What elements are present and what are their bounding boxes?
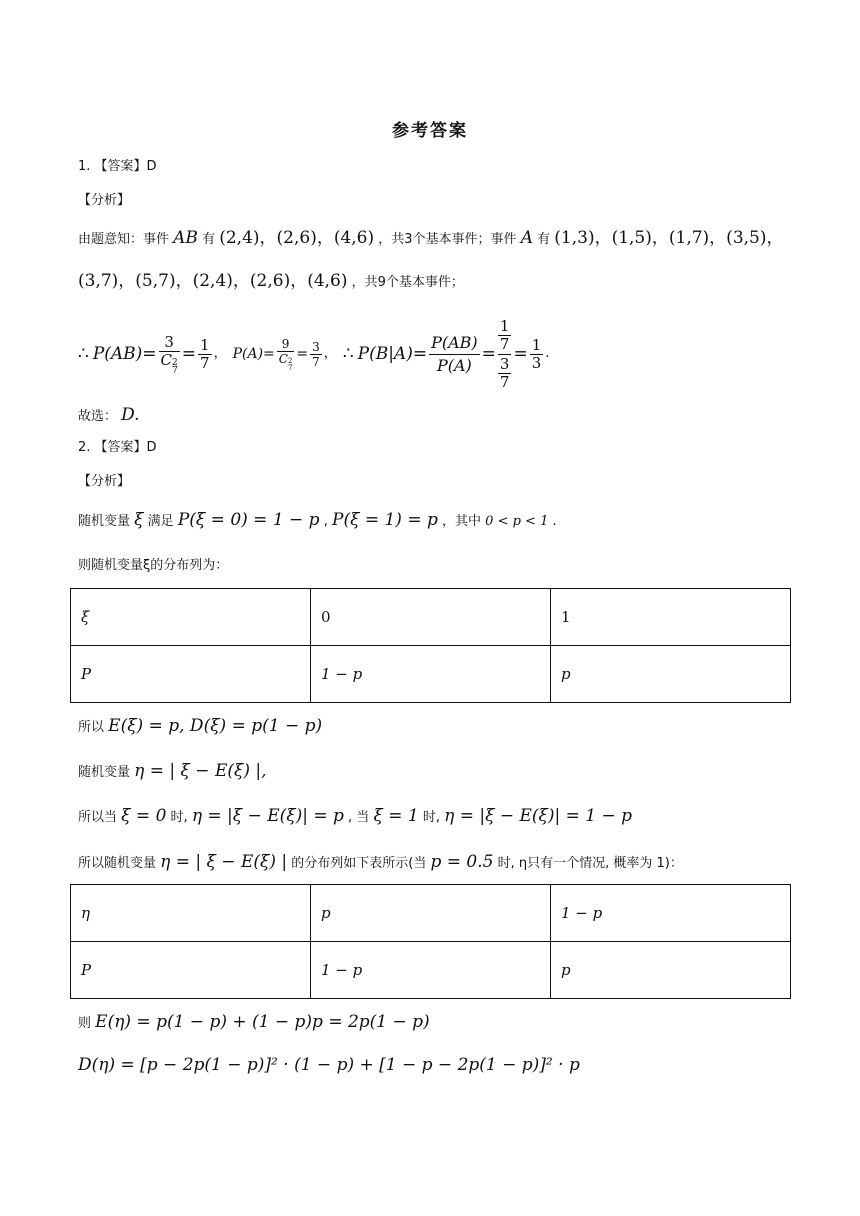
compound-top (498, 318, 512, 353)
table-cell: 1 − p (311, 646, 551, 703)
distribution-table-xi (70, 588, 791, 703)
pa-den-sub: 7 (287, 363, 293, 372)
pa-den (277, 352, 295, 372)
compound-bottom (498, 356, 512, 391)
q2-line6-cond: p = 0.5 (430, 852, 494, 872)
pab-den-sup: 2 (172, 357, 178, 368)
q2-line8-formula: D(η) = [p − 2p(1 − p)]² · (1 − p) + [1 − p − 2p(1 − p)]² · p (78, 1055, 580, 1075)
q2-line8 (78, 1055, 580, 1077)
q2-line6-post: 时, η只有一个情况, 概率为 1)： (497, 856, 683, 871)
cond-result (530, 337, 544, 372)
cond-eq-1: = (481, 344, 496, 364)
pa-rnum: 3 (312, 339, 320, 354)
q1-you-1: 有 (202, 232, 216, 247)
q2-line5-t3: 时, (422, 810, 440, 825)
q1-a-items-cont: (3,7)，(5,7)，(2,4)，(2,6)，(4,6) (78, 271, 348, 291)
pa-num: 9 (281, 336, 290, 351)
table-row (71, 885, 791, 942)
cond-lhs: P(B|A)= (357, 344, 428, 364)
compound-bottom-num: 3 (499, 354, 510, 373)
table-cell: 1 (551, 589, 791, 646)
table-cell: ξ (71, 589, 311, 646)
pa-result (310, 340, 322, 369)
table-cell: 1 − p (311, 942, 551, 999)
compound-fraction (498, 318, 512, 391)
q2-line3-pre: 所以 (78, 720, 105, 735)
cond-fraction (429, 332, 480, 377)
cond-den: P(A) (436, 355, 472, 375)
q2-line7 (78, 1012, 430, 1034)
q1-event-ab: AB (173, 228, 198, 248)
q1-analysis-label: 【分析】 (78, 193, 131, 208)
table-row (71, 942, 791, 999)
q2-answer: 2. 【答案】D (78, 440, 157, 455)
q1-choose-value: D. (121, 405, 140, 425)
q2-line5-formula2: η = |ξ − E(ξ)| = 1 − p (444, 806, 633, 826)
q2-condition: 0 < p < 1 (485, 514, 549, 529)
pab-rnum: 1 (200, 335, 210, 354)
page-title: 参考答案 (392, 121, 468, 141)
pa-fraction (277, 337, 295, 372)
pa-den-sup: 2 (287, 356, 293, 365)
table-cell: P (71, 942, 311, 999)
q2-formula-1: P(ξ = 0) = 1 − p (177, 510, 320, 530)
compound-top-den: 7 (499, 334, 510, 353)
pab-lhs: P(AB)= (92, 344, 157, 364)
table-cell: η (71, 885, 311, 942)
pab-den-c: C (160, 350, 173, 369)
q2-line5-t2: , 当 (348, 810, 370, 825)
cond-num: P(AB) (431, 332, 478, 352)
q2-xi: ξ (134, 510, 144, 530)
distribution-table-eta (70, 884, 791, 999)
q2-line3-formula: E(ξ) = p, D(ξ) = p(1 − p) (108, 716, 323, 736)
compound-top-num: 1 (499, 316, 510, 335)
q1-line1-pre: 由题意知：事件 (78, 232, 170, 247)
q2-line1-post: ，其中 (442, 514, 482, 529)
table-cell: p (551, 942, 791, 999)
cond-result-num: 1 (531, 335, 542, 354)
cond-eq-2: = (513, 344, 528, 364)
q1-event-a: A (520, 228, 533, 248)
q1-a-items: (1,3)，(1,5)，(1,7)，(3,5)， (554, 228, 784, 248)
q1-you-2: 有 (537, 232, 551, 247)
q1-answer: 1. 【答案】D (78, 159, 157, 174)
q2-analysis-label: 【分析】 (78, 474, 131, 489)
q2-line5-cond1: ξ = 0 (121, 806, 167, 826)
therefore-symbol-2: ∴ (342, 344, 354, 364)
q2-line5-cond2: ξ = 1 (373, 806, 419, 826)
q1-ab-items: (2,4)，(2,6)，(4,6) (219, 228, 375, 248)
q2-line4 (78, 761, 267, 783)
pa-lhs: P(A)= (232, 346, 275, 362)
q2-line6 (78, 852, 683, 874)
compound-bottom-den: 7 (499, 372, 510, 391)
q1-choose-label: 故选： (78, 409, 118, 424)
q2-line6-mid: 的分布列如下表所示(当 (291, 856, 427, 871)
q2-line4-pre: 随机变量 (78, 765, 131, 780)
q2-line7-formula: E(η) = p(1 − p) + (1 − p)p = 2p(1 − p) (95, 1012, 430, 1032)
pa-eq: = (296, 346, 309, 362)
therefore-symbol: ∴ (78, 344, 89, 364)
pab-fraction (159, 334, 180, 375)
table-cell: P (71, 646, 311, 703)
q1-choose (78, 405, 140, 427)
q2-line2: 则随机变量ξ的分布列为： (78, 558, 229, 573)
pa-rden: 7 (312, 354, 320, 369)
q2-formula-2: P(ξ = 1) = p (332, 510, 438, 530)
q2-line6-pre: 所以随机变量 (78, 856, 157, 871)
q1-ab-count: ，共3个基本事件；事件 (378, 232, 517, 247)
pa-den-c: C (278, 351, 288, 366)
q2-line5 (78, 806, 632, 828)
pab-rden: 7 (200, 353, 210, 372)
q2-line7-pre: 则 (78, 1016, 92, 1031)
q2-line4-formula: η = | ξ − E(ξ) |, (134, 761, 267, 781)
q2-line3 (78, 716, 322, 738)
pab-result (198, 337, 212, 372)
table-cell: 1 − p (551, 885, 791, 942)
table-row (71, 589, 791, 646)
pab-eq: = (181, 344, 197, 364)
pab-den-sub: 7 (172, 365, 178, 376)
q2-line5-formula1: η = |ξ − E(ξ)| = p (191, 806, 344, 826)
q1-formula: ∴ P(AB)= 3 C 2 7 = $\frac{1}{7}$ ， P(A)= 9 C 2 7 = $\frac{3}{7}$ ， ∴ P(B|A)= $\frac{P(AB)}{P(A)}$ = $\frac{\frac{1}{7}}{\frac{3}{7}}$ = $\frac{1}{3}$ . (78, 316, 550, 391)
q2-line6-formula: η = | ξ − E(ξ) | (160, 852, 288, 872)
cond-result-den: 3 (531, 353, 542, 372)
q2-line1-mid: 满足 (147, 514, 174, 529)
table-cell: 0 (311, 589, 551, 646)
table-cell: p (551, 646, 791, 703)
q2-line5-t1: 时, (170, 810, 188, 825)
q1-line2 (78, 271, 464, 293)
q1-line1 (78, 228, 783, 250)
q2-line1-pre: 随机变量 (78, 514, 131, 529)
pab-den (159, 352, 180, 375)
q2-line5-pre: 所以当 (78, 810, 118, 825)
q1-line2-tail: ，共9个基本事件； (351, 275, 464, 290)
q2-line1: 随机变量 ξ 满足 P(ξ = 0) = 1 − p , P(ξ = 1) = p ，其中 0 < p < 1 . (78, 510, 557, 530)
table-cell: p (311, 885, 551, 942)
pab-num: 3 (164, 332, 174, 351)
table-row (71, 646, 791, 703)
